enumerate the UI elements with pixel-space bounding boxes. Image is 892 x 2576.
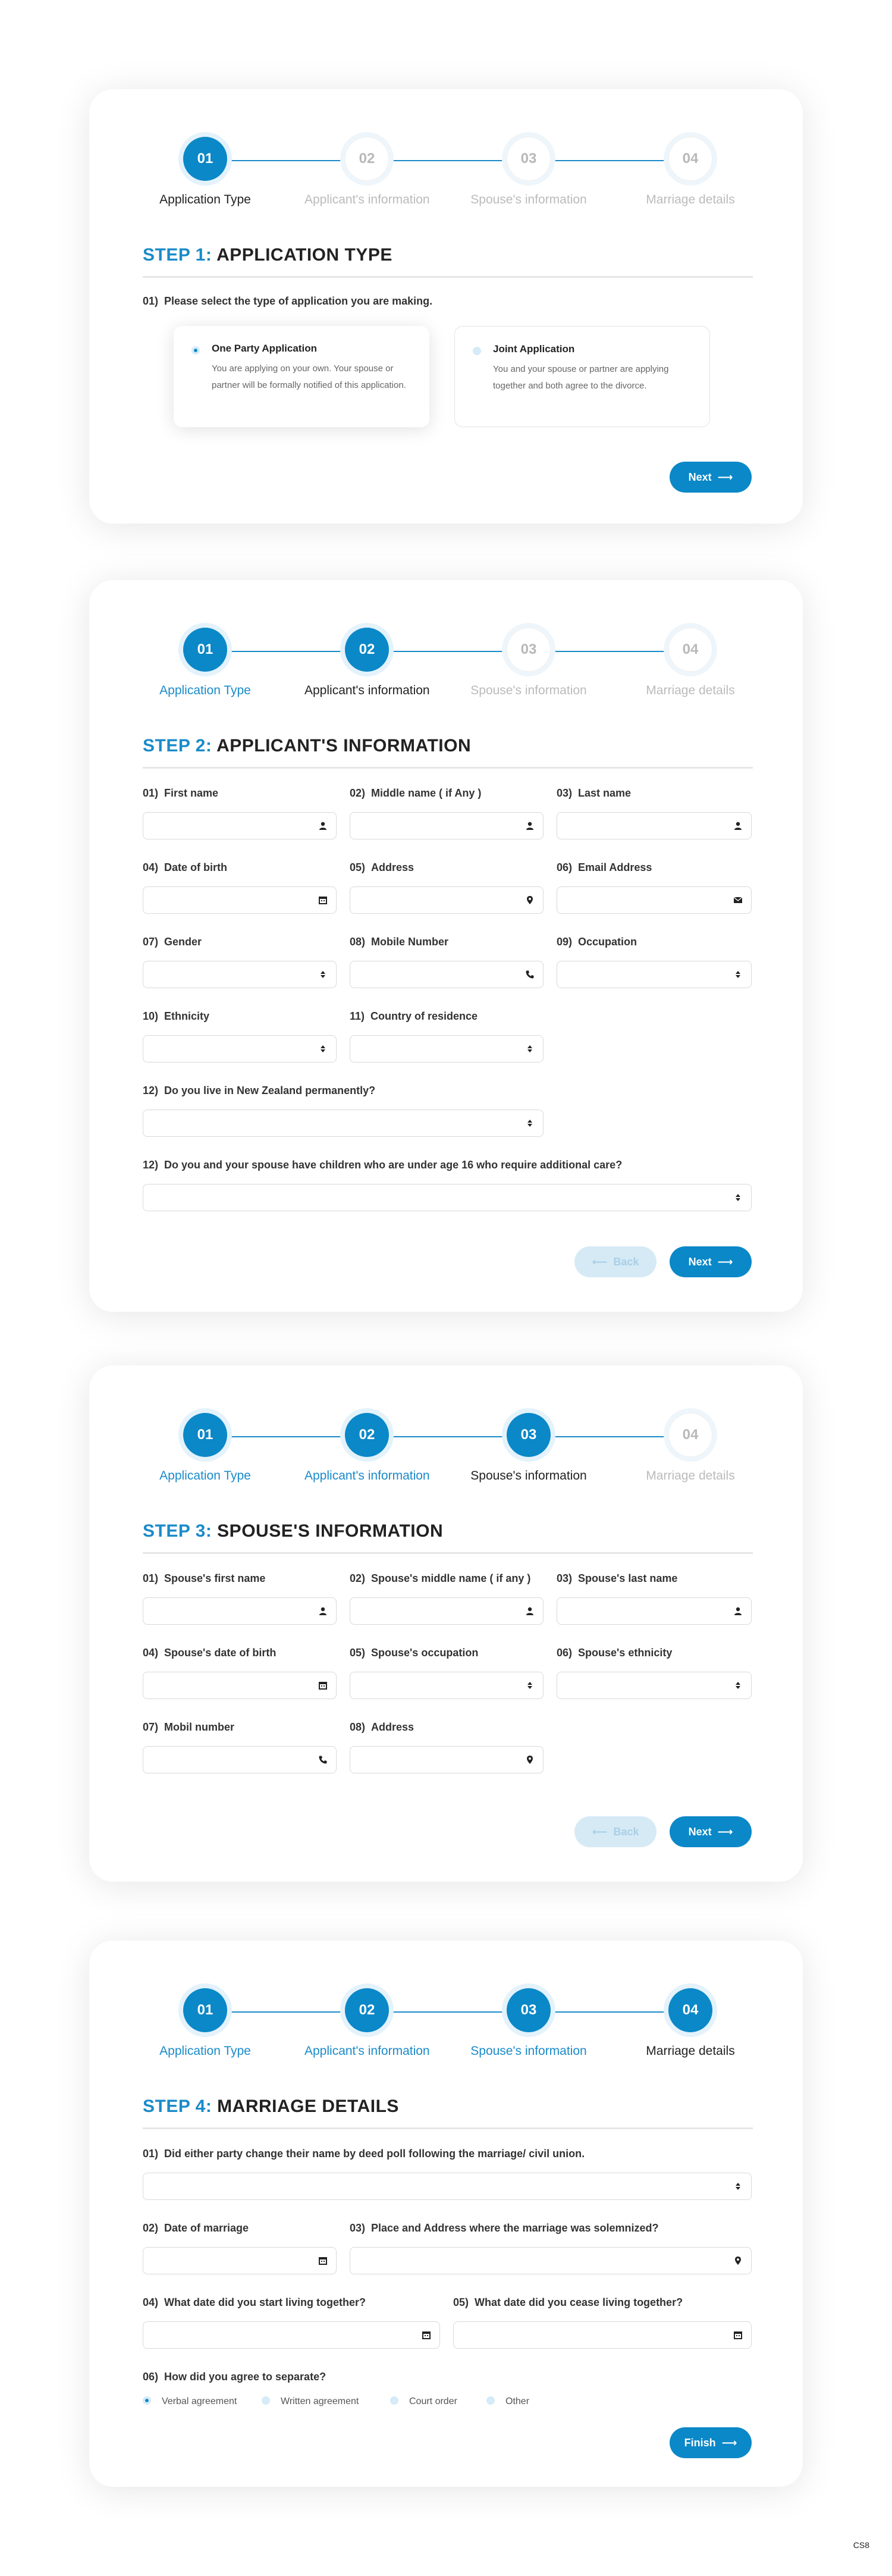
step-label: Marriage details — [646, 684, 735, 697]
divider — [143, 767, 753, 769]
field-number: 07) — [143, 1721, 159, 1733]
field-number: 08) — [350, 936, 366, 948]
field-number: 11) — [350, 1010, 365, 1022]
field-label — [143, 1085, 375, 1097]
step-number: 03 — [507, 137, 551, 181]
field-number: 04) — [143, 1647, 159, 1659]
middle-name-input[interactable] — [350, 812, 544, 839]
arrow-right-icon: ⟶ — [717, 471, 733, 483]
envelope-icon — [733, 895, 743, 905]
next-button[interactable] — [670, 1816, 752, 1847]
arrow-left-icon: ⟵ — [592, 1825, 608, 1838]
field-number: 04) — [143, 861, 159, 873]
radio-verbal-agreement[interactable] — [143, 2396, 237, 2407]
select-arrows-icon — [318, 1044, 328, 1054]
stepper-step-4[interactable] — [628, 628, 753, 698]
user-icon — [318, 821, 328, 831]
field-number: 01) — [143, 2148, 159, 2160]
arrow-right-icon: ⟶ — [717, 1255, 733, 1268]
step-label: Applicant's information — [304, 2044, 430, 2058]
next-button[interactable] — [670, 462, 752, 493]
field-label — [350, 1010, 478, 1023]
option-title: Joint Application — [493, 343, 575, 355]
field-label-text: Spouse's last name — [578, 1572, 678, 1584]
mobile-number-input[interactable] — [350, 961, 544, 988]
map-pin-icon — [525, 895, 535, 905]
field-label-text: Spouse's date of birth — [164, 1647, 277, 1659]
field-number: 08) — [350, 1721, 366, 1733]
step-number-label: STEP 2: — [143, 736, 212, 756]
field-number: 10) — [143, 1010, 159, 1022]
field-label-text: Country of residence — [370, 1010, 478, 1022]
live-in-nz-select[interactable] — [143, 1110, 544, 1137]
phone-icon — [525, 970, 535, 979]
step-number: 02 — [345, 1988, 389, 2032]
stepper-step-1[interactable] — [143, 628, 268, 698]
email-input[interactable] — [557, 886, 752, 914]
step-title-text: SPOUSE'S INFORMATION — [217, 1521, 444, 1541]
stepper-step-4[interactable] — [628, 137, 753, 207]
user-icon — [525, 1606, 535, 1616]
option-description: You are applying on your own. Your spouse or partner will be formally notified of this application. — [212, 363, 406, 390]
field-label-text: How did you agree to separate? — [164, 2371, 326, 2383]
radio-selected-icon — [143, 2396, 151, 2405]
field-label — [350, 861, 414, 874]
field-label — [557, 936, 637, 948]
step-title-text: APPLICANT'S INFORMATION — [216, 736, 472, 756]
step-number-label: STEP 1: — [143, 245, 212, 265]
step-label: Application Type — [159, 1469, 251, 1483]
stepper-step-2[interactable] — [304, 1988, 429, 2058]
field-label-text: Ethnicity — [164, 1010, 210, 1022]
field-label — [143, 2222, 249, 2235]
date-of-marriage-input[interactable] — [143, 2247, 337, 2274]
step-number-label: STEP 3: — [143, 1521, 212, 1541]
field-label-text: Occupation — [578, 936, 637, 948]
radio-label: Verbal agreement — [162, 2396, 237, 2406]
step-number-label: STEP 4: — [143, 2096, 212, 2116]
field-number: 01) — [143, 1572, 159, 1584]
field-label-text: Spouse's ethnicity — [578, 1647, 673, 1659]
field-number: 02) — [350, 1572, 366, 1584]
stepper-step-3[interactable] — [466, 628, 591, 698]
section-title — [143, 1521, 443, 1541]
field-label — [350, 2222, 659, 2235]
radio-written-agreement[interactable] — [262, 2396, 359, 2407]
stepper-step-4[interactable] — [628, 1413, 753, 1483]
step-label: Applicant's information — [304, 684, 430, 697]
field-label-text: Middle name ( if Any ) — [371, 787, 482, 799]
select-arrows-icon — [733, 2182, 743, 2191]
calendar-icon — [318, 1681, 328, 1690]
field-label — [350, 787, 481, 800]
field-label-text: What date did you start living together? — [164, 2296, 366, 2308]
children-under-16-select[interactable] — [143, 1184, 752, 1211]
step-label: Spouse's information — [470, 684, 587, 697]
next-button[interactable] — [670, 1246, 752, 1277]
field-number: 03) — [350, 2222, 366, 2234]
select-arrows-icon — [525, 1118, 535, 1128]
progress-stepper — [143, 628, 753, 705]
field-number: 06) — [557, 861, 573, 873]
section-title — [143, 736, 471, 756]
field-label-text: Last name — [578, 787, 632, 799]
field-label — [143, 1159, 622, 1171]
spouse-mobile-input[interactable] — [143, 1746, 337, 1773]
field-label — [350, 1572, 530, 1585]
field-label — [350, 1721, 414, 1734]
spouse-address-input[interactable] — [350, 1746, 544, 1773]
step-title-text: MARRIAGE DETAILS — [217, 2096, 399, 2116]
question-label — [143, 295, 432, 308]
field-number: 05) — [350, 1647, 366, 1659]
field-label — [557, 787, 631, 800]
step-label: Spouse's information — [470, 2044, 587, 2058]
field-label — [453, 2296, 683, 2309]
field-number: 07) — [143, 936, 159, 948]
calendar-icon — [733, 2330, 743, 2340]
field-label — [143, 2371, 326, 2383]
map-pin-icon — [733, 2256, 743, 2265]
radio-label: Court order — [409, 2396, 457, 2406]
step-number: 02 — [345, 628, 389, 672]
field-label — [143, 2296, 366, 2309]
radio-unselected-icon — [473, 347, 481, 355]
field-label-text: What date did you cease living together? — [475, 2296, 683, 2308]
field-label — [350, 1647, 478, 1659]
stepper-step-2[interactable] — [304, 1413, 429, 1483]
last-name-input[interactable] — [557, 812, 752, 839]
field-number: 12) — [143, 1159, 159, 1171]
select-arrows-icon — [318, 970, 328, 979]
field-label-text: Mobile Number — [371, 936, 449, 948]
stepper-line — [205, 2011, 690, 2013]
field-number: 03) — [557, 787, 573, 799]
cease-living-together-input[interactable] — [453, 2321, 752, 2349]
step-label: Marriage details — [646, 193, 735, 206]
step-label: Marriage details — [646, 1469, 735, 1483]
field-label-text: Did either party change their name by deed poll following the marriage/ civil union. — [164, 2148, 585, 2160]
field-label — [557, 1572, 677, 1585]
option-joint[interactable] — [454, 326, 710, 427]
button-label: Next — [688, 1255, 712, 1268]
step-label: Spouse's information — [470, 193, 587, 206]
field-label — [557, 1647, 672, 1659]
stepper-step-3[interactable] — [466, 1413, 591, 1483]
button-label: Back — [613, 1825, 639, 1838]
date-of-birth-input[interactable] — [143, 886, 337, 914]
finish-button[interactable] — [670, 2427, 752, 2458]
select-arrows-icon — [525, 1044, 535, 1054]
step-number: 02 — [345, 1413, 389, 1457]
step-title-text: APPLICATION TYPE — [216, 245, 392, 265]
step-number: 04 — [668, 628, 712, 672]
field-number: 02) — [350, 787, 366, 799]
field-label-text: First name — [164, 787, 219, 799]
field-label — [143, 1647, 276, 1659]
radio-unselected-icon — [486, 2396, 495, 2405]
progress-stepper — [143, 1413, 753, 1490]
option-description: You and your spouse or partner are applying together and both agree to the divorce. — [493, 364, 669, 391]
user-icon — [318, 1606, 328, 1616]
stepper-step-1[interactable] — [143, 1988, 268, 2058]
field-label-text: Mobil number — [164, 1721, 235, 1733]
spouse-middle-name-input[interactable] — [350, 1597, 544, 1625]
calendar-icon — [422, 2330, 431, 2340]
field-number: 12) — [143, 1085, 159, 1096]
field-number: 01) — [143, 787, 159, 799]
stepper-line — [205, 1436, 690, 1437]
step-4-card — [89, 1941, 803, 2487]
step-label: Marriage details — [646, 2044, 735, 2058]
step-1-card — [89, 89, 803, 524]
user-icon — [733, 821, 743, 831]
divider — [143, 2127, 753, 2129]
spouse-occupation-select[interactable] — [350, 1672, 544, 1699]
button-label: Next — [688, 471, 712, 483]
radio-label: Other — [505, 2396, 530, 2406]
select-arrows-icon — [733, 1681, 743, 1690]
progress-stepper — [143, 137, 753, 214]
user-icon — [733, 1606, 743, 1616]
radio-unselected-icon — [262, 2396, 270, 2405]
field-label — [143, 1721, 234, 1734]
stepper-line — [205, 651, 690, 652]
occupation-select[interactable] — [557, 961, 752, 988]
select-arrows-icon — [733, 970, 743, 979]
step-label: Spouse's information — [470, 1469, 587, 1483]
marriage-place-input[interactable] — [350, 2247, 752, 2274]
field-label-text: Do you and your spouse have children who are under age 16 who require additional care? — [164, 1159, 623, 1171]
phone-icon — [318, 1755, 328, 1765]
stepper-step-2[interactable] — [304, 628, 429, 698]
field-label-text: Email Address — [578, 861, 652, 873]
step-number: 01 — [183, 628, 227, 672]
address-input[interactable] — [350, 886, 544, 914]
field-label-text: Address — [371, 861, 414, 873]
step-3-card — [89, 1365, 803, 1882]
first-name-input[interactable] — [143, 812, 337, 839]
field-number: 02) — [143, 2222, 159, 2234]
option-one-party[interactable] — [174, 326, 429, 427]
stepper-step-1[interactable] — [143, 1413, 268, 1483]
section-title — [143, 2096, 399, 2117]
field-label — [143, 2148, 585, 2160]
stepper-step-1[interactable] — [143, 137, 268, 207]
field-label — [143, 936, 202, 948]
step-number: 02 — [345, 137, 389, 181]
step-2-card — [89, 580, 803, 1312]
radio-unselected-icon — [390, 2396, 398, 2405]
field-label-text: Spouse's middle name ( if any ) — [371, 1572, 531, 1584]
map-pin-icon — [525, 1755, 535, 1765]
field-label-text: Do you live in New Zealand permanently? — [164, 1085, 376, 1096]
question-text: Please select the type of application you are making. — [164, 295, 433, 307]
field-label — [143, 861, 227, 874]
field-number: 05) — [453, 2296, 469, 2308]
step-number: 03 — [507, 1988, 551, 2032]
step-number: 01 — [183, 1413, 227, 1457]
step-number: 04 — [668, 1413, 712, 1457]
select-arrows-icon — [525, 1681, 535, 1690]
field-number: 04) — [143, 2296, 159, 2308]
field-label — [350, 936, 448, 948]
spouse-first-name-input[interactable] — [143, 1597, 337, 1625]
calendar-icon — [318, 895, 328, 905]
arrow-right-icon: ⟶ — [721, 2436, 737, 2449]
field-label-text: Gender — [164, 936, 202, 948]
ethnicity-select[interactable] — [143, 1035, 337, 1063]
spouse-last-name-input[interactable] — [557, 1597, 752, 1625]
radio-label: Written agreement — [281, 2396, 359, 2406]
step-number: 03 — [507, 628, 551, 672]
question-number: 01) — [143, 295, 159, 307]
field-number: 06) — [143, 2371, 159, 2383]
button-label: Next — [688, 1825, 712, 1838]
arrow-right-icon: ⟶ — [717, 1825, 733, 1838]
button-label: Finish — [684, 2436, 716, 2449]
field-label-text: Place and Address where the marriage was solemnized? — [371, 2222, 659, 2234]
start-living-together-input[interactable] — [143, 2321, 440, 2349]
option-title: One Party Application — [212, 343, 317, 354]
field-number: 03) — [557, 1572, 573, 1584]
back-button[interactable] — [574, 1816, 657, 1847]
step-number: 01 — [183, 137, 227, 181]
select-arrows-icon — [733, 1193, 743, 1202]
field-label-text: Date of marriage — [164, 2222, 249, 2234]
step-label: Application Type — [159, 2044, 251, 2058]
field-label-text: Date of birth — [164, 861, 228, 873]
calendar-icon — [318, 2256, 328, 2265]
step-number: 04 — [668, 1988, 712, 2032]
field-number: 05) — [350, 861, 366, 873]
name-change-select[interactable] — [143, 2173, 752, 2200]
field-label-text: Address — [371, 1721, 414, 1733]
step-number: 04 — [668, 137, 712, 181]
step-label: Applicant's information — [304, 193, 430, 206]
step-label: Applicant's information — [304, 1469, 430, 1483]
field-number: 09) — [557, 936, 573, 948]
spouse-date-of-birth-input[interactable] — [143, 1672, 337, 1699]
step-label: Application Type — [159, 684, 251, 697]
field-label-text: Spouse's occupation — [371, 1647, 479, 1659]
user-icon — [525, 821, 535, 831]
field-label — [143, 787, 218, 800]
corner-tag: CS8 — [853, 2540, 869, 2550]
stepper-step-4[interactable] — [628, 1988, 753, 2058]
field-label-text: Spouse's first name — [164, 1572, 266, 1584]
field-label — [557, 861, 652, 874]
button-label: Back — [613, 1255, 639, 1268]
stepper-step-3[interactable] — [466, 1988, 591, 2058]
radio-other[interactable] — [486, 2396, 529, 2407]
gender-select[interactable] — [143, 961, 337, 988]
field-label — [143, 1010, 209, 1023]
step-number: 03 — [507, 1413, 551, 1457]
stepper-step-2[interactable] — [304, 137, 429, 207]
step-label: Application Type — [159, 193, 251, 206]
step-number: 01 — [183, 1988, 227, 2032]
field-number: 06) — [557, 1647, 573, 1659]
divider — [143, 1552, 753, 1554]
stepper-line — [205, 160, 690, 161]
spouse-ethnicity-select[interactable] — [557, 1672, 752, 1699]
stepper-step-3[interactable] — [466, 137, 591, 207]
divider — [143, 276, 753, 278]
field-label — [143, 1572, 265, 1585]
arrow-left-icon: ⟵ — [592, 1255, 608, 1268]
progress-stepper — [143, 1988, 753, 2066]
back-button[interactable] — [574, 1246, 657, 1277]
section-title — [143, 245, 392, 265]
radio-court-order[interactable] — [390, 2396, 457, 2407]
country-of-residence-select[interactable] — [350, 1035, 544, 1063]
radio-selected-icon — [191, 346, 200, 355]
